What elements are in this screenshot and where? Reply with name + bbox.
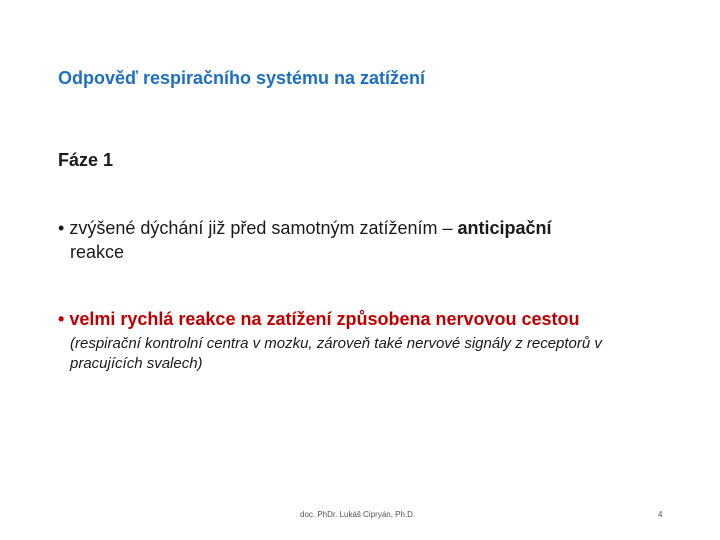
explanatory-note: (respirační kontrolní centra v mozku, zároveň také nervové signály z receptorů v pracujících svalech) [70,335,602,372]
page-number: 4 [658,510,663,519]
bullet-anticipatory [58,216,668,264]
bullet-text-continuation: reakce [70,242,125,262]
bullet-marker: • [58,309,65,329]
bullet-text: velmi rychlá reakce na zatížení způsobena nervovou cestou [69,309,580,329]
footer-author: doc. PhDr. Lukáš Cipryán, Ph.D. [300,510,416,519]
bullet-marker: • [58,218,65,238]
bullet-rapid-reaction [58,309,678,330]
slide-title: Odpověď respiračního systému na zatížení [58,68,426,88]
phase-heading: Fáze 1 [58,150,114,170]
bullet-text: zvýšené dýchání již před samotným zatížením – [69,218,453,238]
bullet-bold-text: anticipační [457,218,552,238]
